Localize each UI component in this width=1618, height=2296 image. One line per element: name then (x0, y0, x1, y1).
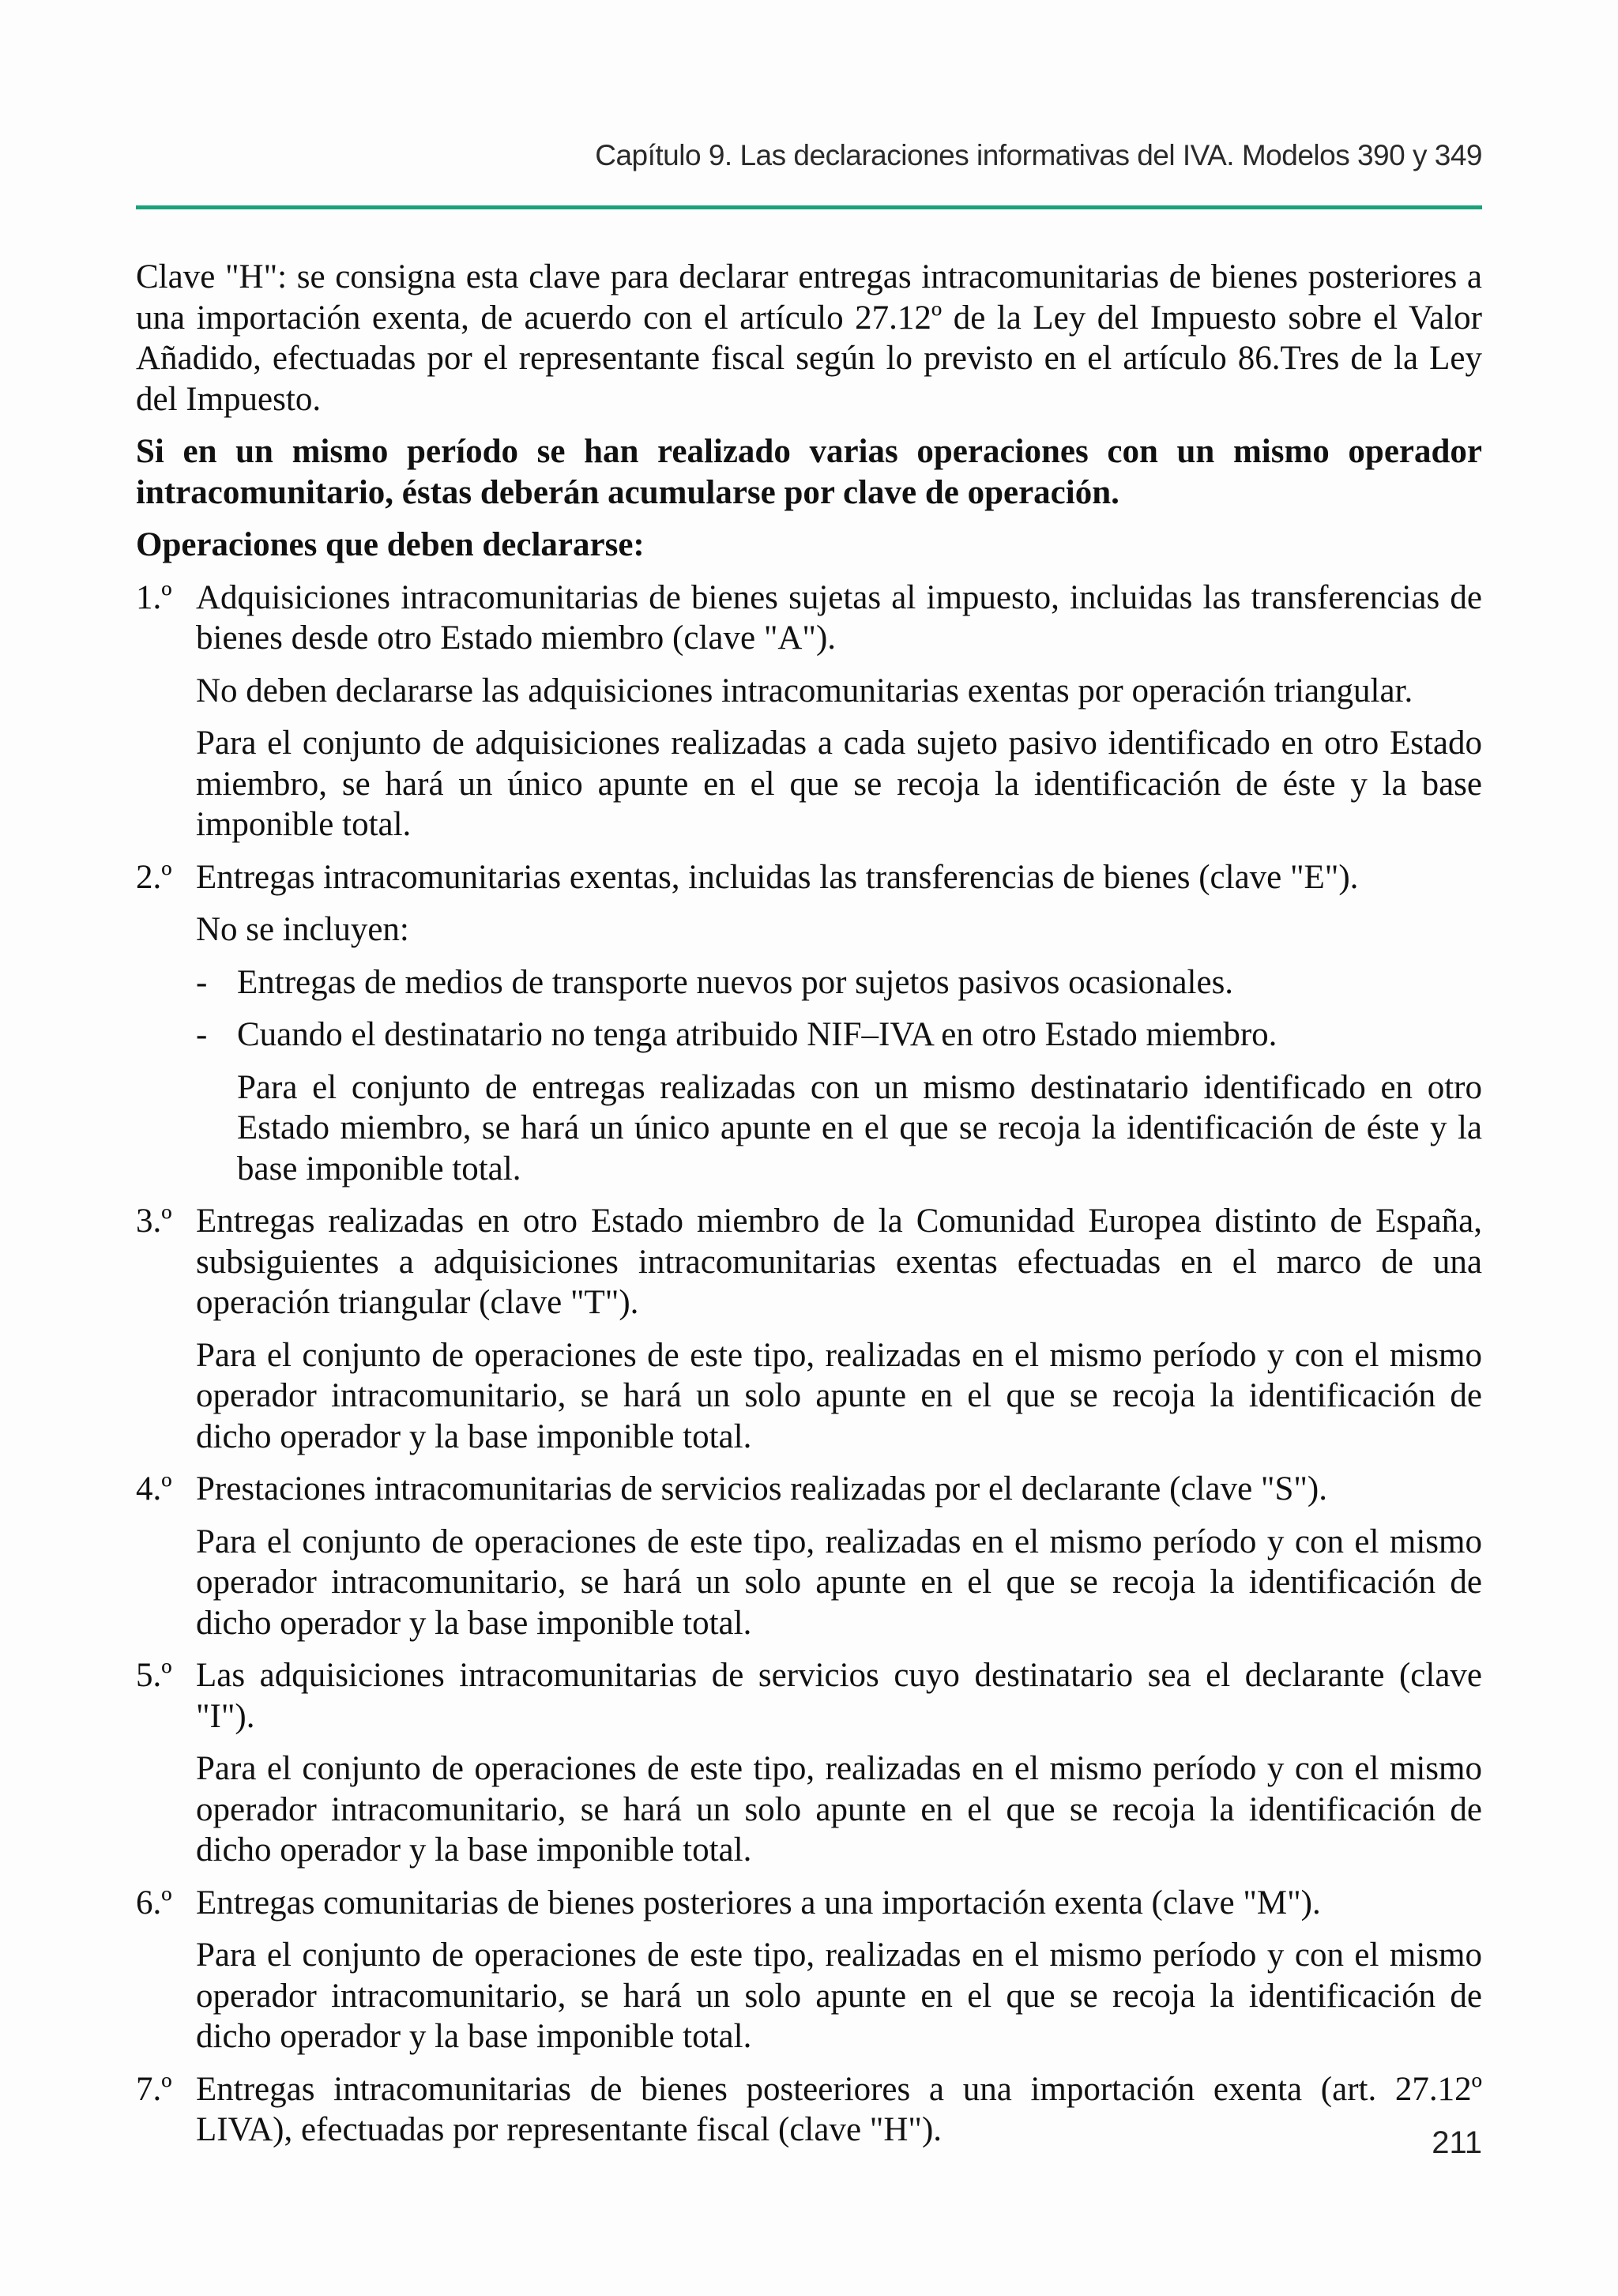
dash-bullet: - (196, 963, 208, 1001)
item-number: 3.º (136, 1203, 172, 1240)
list-item-2 (136, 857, 1482, 898)
header-rule (136, 205, 1482, 209)
item-number: 1.º (136, 578, 172, 616)
item-text: Prestaciones intracomunitarias de servicios realizadas por el declarante (clave "S"). (196, 1470, 1327, 1507)
running-head-title: Capítulo 9. Las declaraciones informativas del IVA. Modelos 390 y 349 (595, 139, 1482, 171)
item-number: 2.º (136, 858, 172, 896)
intro-clave-h: Clave "H": se consigna esta clave para declarar entregas intracomunitarias de bienes posteriores a una importación exenta, de acuerdo con el artículo 27.12º de la Ley del Impuesto sobre el Valor Añadido, efectuadas por el representante fiscal según lo previsto en el artículo 86.Tres de la Ley del Impuesto. (136, 258, 1482, 418)
page-number: 211 (1432, 2125, 1482, 2160)
item-text: Entregas realizadas en otro Estado miembro de la Comunidad Europea distinto de España, subsiguientes a adquisiciones intracomunitarias exentas efectuadas en el marco de una operación triangular (clave "T"). (196, 1203, 1482, 1321)
list-item-5 (136, 1655, 1482, 1737)
item-number: 7.º (136, 2070, 172, 2108)
exclusion-item (136, 962, 1482, 1003)
bold-note: Si en un mismo período se han realizado varias operaciones con un mismo operador intracomunitario, éstas deberán acumularse por clave de operación. (136, 433, 1482, 511)
list-item-7 (136, 2069, 1482, 2151)
item-text: Entregas intracomunitarias exentas, incluidas las transferencias de bienes (clave "E"). (196, 858, 1359, 896)
item-note: Para el conjunto de operaciones de este tipo, realizadas en el mismo período y con el mismo operador intracomunitario, se hará un solo apunte en el que se recoja la identificación de dicho operador y la base imponible total. (196, 1523, 1482, 1642)
item-note: Para el conjunto de operaciones de este tipo, realizadas en el mismo período y con el mismo operador intracomunitario, se hará un solo apunte en el que se recoja la identificación de dicho operador y la base imponible total. (196, 1750, 1482, 1869)
dash-bullet: - (196, 1016, 208, 1053)
exclusion-text: Entregas de medios de transporte nuevos por sujetos pasivos ocasionales. (237, 963, 1234, 1001)
page-body (136, 257, 1482, 2162)
section-heading: Operaciones que deben declararse: (136, 526, 645, 563)
item-note: No deben declararse las adquisiciones intracomunitarias exentas por operación triangular. (196, 672, 1413, 710)
item-text: Entregas intracomunitarias de bienes posteeriores a una importación exenta (art. 27.12º LIVA), efectuadas por representante fiscal (clave "H"). (196, 2070, 1482, 2148)
list-item-4 (136, 1469, 1482, 1510)
item-closing-note: Para el conjunto de entregas realizadas con un mismo destinatario identificado en otro Estado miembro, se hará un único apunte en el que se recoja la identificación de éste y la base imponible total. (237, 1068, 1482, 1188)
item-text: Las adquisiciones intracomunitarias de servicios cuyo destinatario sea el declarante (clave "I"). (196, 1657, 1482, 1735)
item-number: 5.º (136, 1657, 172, 1694)
item-number: 6.º (136, 1884, 172, 1921)
item-text: Entregas comunitarias de bienes posteriores a una importación exenta (clave "M"). (196, 1884, 1321, 1921)
exclusion-text: Cuando el destinatario no tenga atribuido NIF–IVA en otro Estado miembro. (237, 1016, 1277, 1053)
item-note: Para el conjunto de operaciones de este tipo, realizadas en el mismo período y con el mismo operador intracomunitario, se hará un solo apunte en el que se recoja la identificación de dicho operador y la base imponible total. (196, 1336, 1482, 1455)
item-number: 4.º (136, 1470, 172, 1507)
list-item-3 (136, 1201, 1482, 1323)
item-note: Para el conjunto de operaciones de este tipo, realizadas en el mismo período y con el mismo operador intracomunitario, se hará un solo apunte en el que se recoja la identificación de dicho operador y la base imponible total. (196, 1937, 1482, 2055)
item-note: Para el conjunto de adquisiciones realizadas a cada sujeto pasivo identificado en otro Estado miembro, se hará un único apunte en el que se recoja la identificación de éste y la base imponible total. (196, 725, 1482, 843)
item-text: Adquisiciones intracomunitarias de bienes sujetas al impuesto, incluidas las transferencias de bienes desde otro Estado miembro (clave "A"). (196, 578, 1482, 657)
exclusion-item (136, 1014, 1482, 1056)
list-item-1 (136, 578, 1482, 659)
item-note: No se incluyen: (196, 911, 409, 948)
list-item-6 (136, 1883, 1482, 1924)
